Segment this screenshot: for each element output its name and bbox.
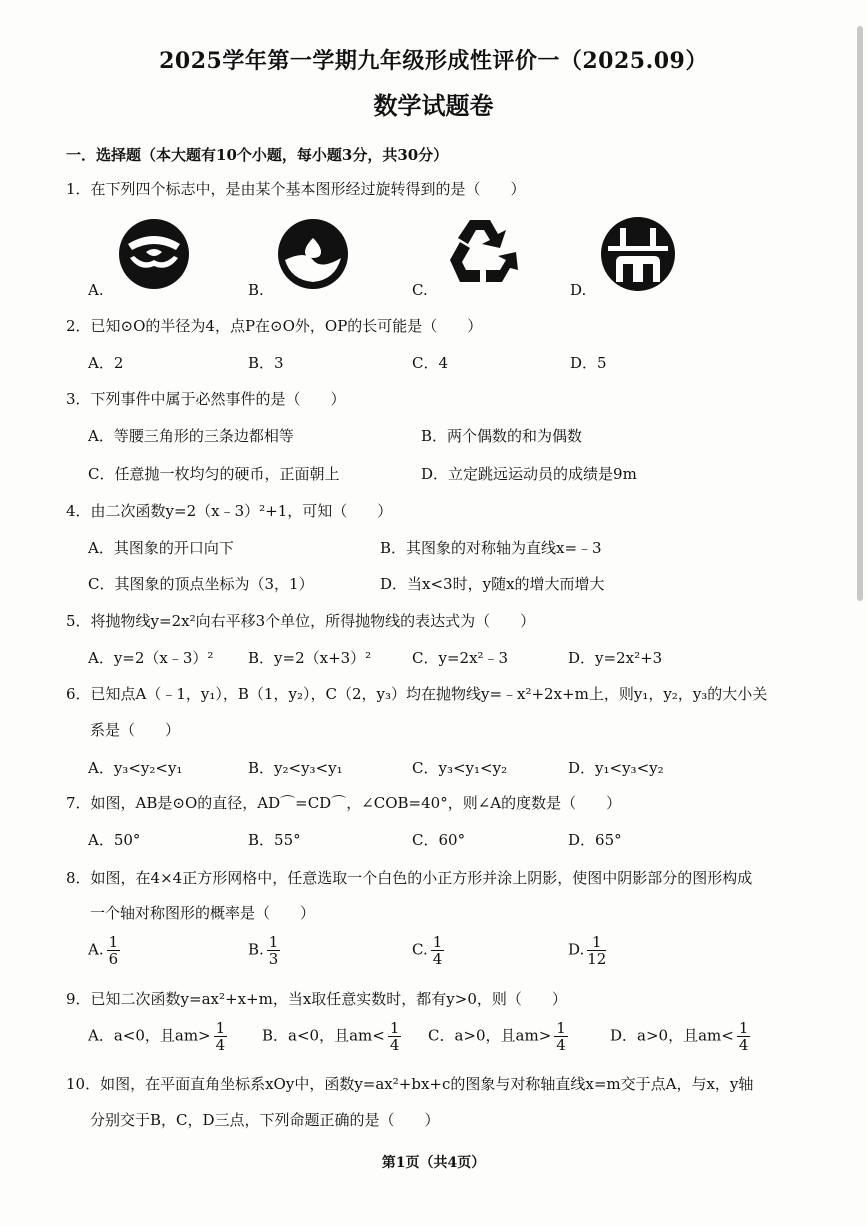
question-4-option-b: B．其图象的对称轴为直线x=﹣3 (380, 539, 602, 557)
question-1-label-d: D. (570, 281, 587, 299)
option-text: C．a>0，且am> (428, 1026, 552, 1045)
question-6-option-c: C．y₃<y₁<y₂ (412, 759, 508, 777)
question-3-option-a: A．等腰三角形的三条边都相等 (88, 427, 294, 445)
question-8-stem: 8．如图，在4×4正方形网格中，任意选取一个白色的小正方形并涂上阴影，使图中阴影部分的图形构成 (66, 869, 753, 887)
question-3-stem: 3．下列事件中属于必然事件的是（ ） (66, 390, 346, 408)
question-2-option-b: B．3 (248, 354, 284, 372)
fraction-denominator: 4 (389, 1036, 400, 1054)
option-label: A. (88, 940, 104, 959)
fraction-numerator: 1 (432, 933, 443, 951)
fraction (737, 1020, 751, 1053)
fraction (554, 1020, 568, 1053)
option-text: D．a>0，且am< (610, 1026, 734, 1045)
question-3-option-b: B．两个偶数的和为偶数 (421, 427, 583, 445)
question-9-option-a (88, 1020, 227, 1053)
question-8-stem-continued: 一个轴对称图形的概率是（ ） (90, 904, 316, 922)
fraction-denominator: 12 (587, 950, 607, 968)
question-9-option-d (610, 1020, 750, 1053)
fraction (107, 934, 121, 967)
question-7-stem: 7．如图，AB是⊙O的直径，AD⌒=CD⌒，∠COB=40°，则∠A的度数是（ ） (66, 794, 622, 812)
question-1-label-b: B. (248, 281, 264, 299)
fraction-numerator: 1 (556, 1019, 566, 1037)
option-label: B. (248, 940, 264, 959)
question-5-option-c: C．y=2x²﹣3 (412, 649, 509, 667)
tower-emblem-icon (598, 214, 678, 294)
question-6-option-b: B．y₂<y₃<y₁ (248, 759, 343, 777)
question-6-stem: 6．已知点A（﹣1，y₁），B（1，y₂），C（2，y₃）均在抛物线y=﹣x²+2x+m上，则y₁，y₂，y₃的大小关 (66, 685, 768, 703)
question-3-option-c: C．任意抛一枚均匀的硬币，正面朝上 (88, 465, 340, 483)
fraction-denominator: 4 (215, 1036, 226, 1054)
fraction (388, 1020, 402, 1053)
exam-title: 2025学年第一学期九年级形成性评价一（2025.09） (159, 48, 708, 74)
option-text: B．a<0，且am< (262, 1026, 385, 1045)
question-9-stem: 9．已知二次函数y=ax²+x+m，当x取任意实数时，都有y>0，则（ ） (66, 990, 567, 1008)
question-6-option-a: A．y₃<y₂<y₁ (88, 759, 183, 777)
question-8-option-a (88, 934, 120, 967)
fraction (267, 934, 281, 967)
fraction-numerator: 1 (738, 1019, 749, 1037)
question-6-option-d: D．y₁<y₃<y₂ (568, 759, 664, 777)
drop-emblem-icon (275, 216, 351, 292)
vertical-scrollbar[interactable] (855, 20, 865, 1206)
fraction-denominator: 4 (556, 1036, 566, 1054)
question-8-option-d (568, 934, 606, 967)
question-10-stem-continued: 分别交于B，C，D三点，下列命题正确的是（ ） (90, 1111, 440, 1129)
question-7-option-a: A．50° (88, 831, 141, 849)
fraction (431, 934, 445, 967)
question-7-option-d: D．65° (568, 831, 622, 849)
question-8-option-c (412, 934, 444, 967)
question-5-stem: 5．将抛物线y=2x²向右平移3个单位，所得抛物线的表达式为（ ） (66, 612, 536, 630)
question-9-option-c (428, 1020, 568, 1053)
fraction (214, 1020, 228, 1053)
circular-emblem-icon (116, 216, 192, 292)
fraction-numerator: 1 (215, 1019, 226, 1037)
question-8-option-b (248, 934, 280, 967)
question-7-option-b: B．55° (248, 831, 301, 849)
fraction-numerator: 1 (389, 1019, 400, 1037)
fraction-denominator: 4 (738, 1036, 749, 1054)
question-5-option-d: D．y=2x²+3 (568, 649, 663, 667)
exam-subtitle: 数学试题卷 (373, 91, 494, 120)
question-2-option-d: D．5 (570, 354, 607, 372)
question-2-option-c: C．4 (412, 354, 449, 372)
question-5-option-a: A．y=2（x﹣3）² (88, 649, 214, 667)
question-1-label-a: A. (88, 281, 104, 299)
question-9-option-b (262, 1020, 401, 1053)
question-2-option-a: A．2 (88, 354, 124, 372)
question-1-stem: 1．在下列四个标志中，是由某个基本图形经过旋转得到的是（ ） (66, 180, 526, 198)
option-label: C. (412, 940, 428, 959)
question-4-option-c: C．其图象的顶点坐标为（3，1） (88, 575, 314, 593)
fraction-numerator: 1 (108, 933, 119, 951)
option-text: A．a<0，且am> (88, 1026, 211, 1045)
question-10-stem: 10．如图，在平面直角坐标系xOy中，函数y=ax²+bx+c的图象与对称轴直线x=m交于点A，与x，y轴 (66, 1075, 754, 1093)
fraction-denominator: 3 (268, 950, 279, 968)
question-4-option-a: A．其图象的开口向下 (88, 539, 234, 557)
question-6-stem-continued: 系是（ ） (90, 721, 181, 739)
fraction-numerator: 1 (587, 934, 606, 951)
fraction (587, 934, 606, 967)
scrollbar-thumb[interactable] (857, 26, 863, 601)
question-4-stem: 4．由二次函数y=2（x﹣3）²+1，可知（ ） (66, 502, 393, 520)
fraction-numerator: 1 (268, 933, 279, 951)
question-3-option-d: D．立定跳远运动员的成绩是9m (421, 465, 637, 483)
option-label: D. (568, 940, 585, 959)
question-2-stem: 2．已知⊙O的半径为4，点P在⊙O外，OP的长可能是（ ） (66, 317, 483, 335)
question-1-label-c: C. (412, 281, 428, 299)
fraction-denominator: 6 (108, 950, 119, 968)
section-heading: 一．选择题（本大题有10个小题，每小题3分，共30分） (66, 146, 449, 164)
page-footer: 第1页（共4页） (381, 1155, 486, 1171)
question-5-option-b: B．y=2（x+3）² (248, 649, 372, 667)
recycle-icon (440, 212, 520, 292)
question-7-option-c: C．60° (412, 831, 466, 849)
fraction-denominator: 4 (432, 950, 443, 968)
question-4-option-d: D．当x<3时，y随x的增大而增大 (380, 575, 605, 593)
